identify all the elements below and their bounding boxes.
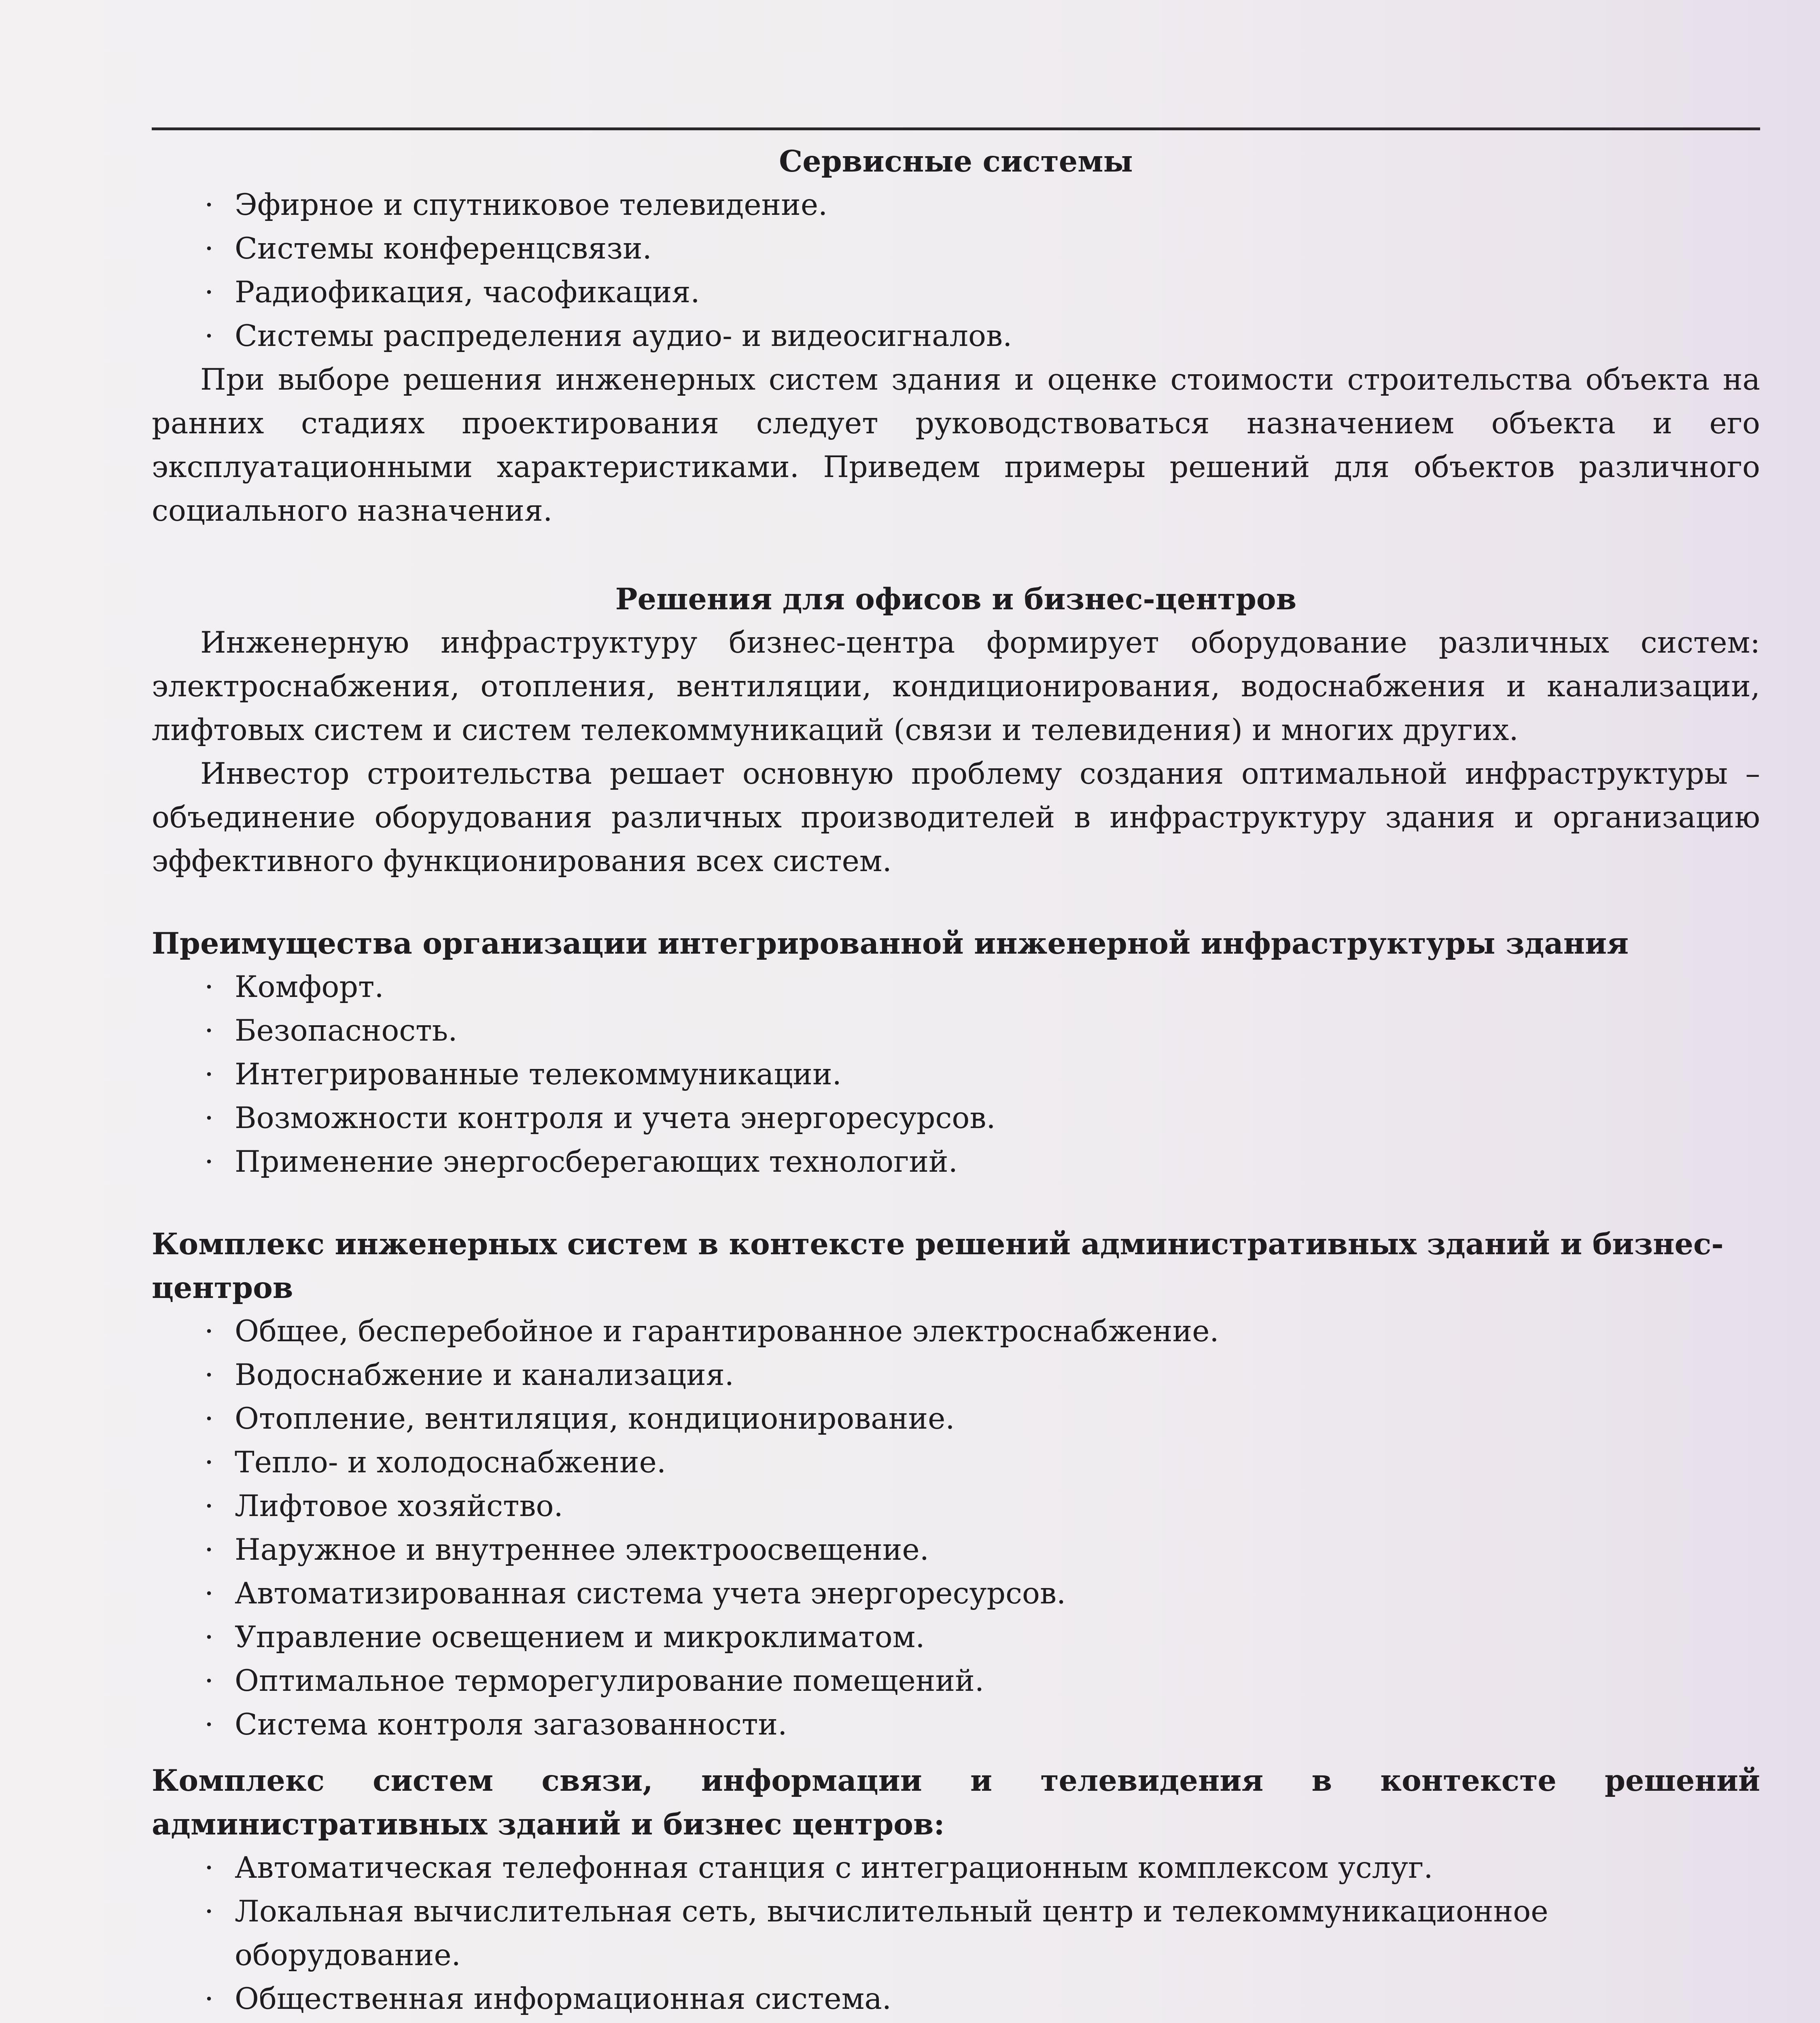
list-item: · Эфирное и спутниковое телевидение. bbox=[204, 188, 828, 222]
heading-communications: Комплекс систем связи, информации и телевидения в контексте решений административных зданий и бизнес центров: bbox=[152, 1763, 1760, 1842]
list-item: · Общее, бесперебойное и гарантированное электроснабжение. bbox=[204, 1314, 1219, 1349]
heading-offices: Решения для офисов и бизнес-центров bbox=[615, 582, 1297, 617]
list-engineering-systems bbox=[152, 1310, 1760, 1747]
list-item: · Отопление, вентиляция, кондиционирование. bbox=[204, 1402, 955, 1436]
list-item: · Локальная вычислительная сеть, вычислительный центр и телекоммуникационное оборудование. bbox=[204, 1894, 1548, 1972]
list-item: · Система контроля загазованности. bbox=[204, 1707, 787, 1742]
paragraph-selection: При выборе решения инженерных систем здания и оценке стоимости строительства объекта на ранних стадиях проектирования следует руководствоваться назначением объекта и его эксплуатационными характеристиками. Приведем примеры решений для объектов различного социального назначения. bbox=[152, 363, 1760, 528]
paragraph-offices-infrastructure: Инженерную инфраструктуру бизнес-центра формирует оборудование различных систем: электроснабжения, отопления, вентиляции, кондиционирования, водоснабжения и канализации, лифтовых систем и систем телекоммуникаций (связи и телевидения) и многих других. bbox=[152, 626, 1760, 747]
heading-engineering-systems: Комплекс инженерных систем в контексте решений административных зданий и бизнес-центров bbox=[152, 1227, 1724, 1305]
list-item: · Возможности контроля и учета энергоресурсов. bbox=[204, 1101, 996, 1135]
list-service-systems bbox=[152, 183, 1760, 358]
list-item: · Оптимальное терморегулирование помещений. bbox=[204, 1664, 984, 1698]
list-communications bbox=[152, 1846, 1760, 2023]
list-item: · Интегрированные телекоммуникации. bbox=[204, 1057, 842, 1092]
heading-advantages: Преимущества организации интегрированной инженерной инфраструктуры здания bbox=[152, 926, 1629, 961]
list-item: · Наружное и внутреннее электроосвещение. bbox=[204, 1533, 929, 1567]
list-item bbox=[152, 2021, 1760, 2023]
list-item: · Автоматическая телефонная станция с интеграционным комплексом услуг. bbox=[204, 1851, 1433, 1885]
list-item: · Водоснабжение и канализация. bbox=[204, 1358, 734, 1392]
list-item: · Лифтовое хозяйство. bbox=[204, 1489, 563, 1523]
list-item: · Тепло- и холодоснабжение. bbox=[204, 1445, 666, 1480]
list-item: · Системы конференцсвязи. bbox=[204, 231, 652, 266]
list-advantages bbox=[152, 965, 1760, 1184]
heading-service-systems: Сервисные системы bbox=[779, 144, 1133, 179]
list-item: · Автоматизированная система учета энергоресурсов. bbox=[204, 1576, 1066, 1611]
list-item: · Комфорт. bbox=[204, 970, 384, 1004]
list-item: · Системы распределения аудио- и видеосигналов. bbox=[204, 319, 1012, 353]
list-item: · Радиофикация, часофикация. bbox=[204, 275, 700, 310]
paragraph-offices-investor: Инвестор строительства решает основную проблему создания оптимальной инфраструктуры – объединение оборудования различных производителей в инфраструктуру здания и организацию эффективного функционирования всех систем. bbox=[152, 757, 1760, 878]
page-content bbox=[152, 140, 1760, 2023]
list-item: · Общественная информационная система. bbox=[204, 1982, 892, 2016]
list-item: · Управление освещением и микроклиматом. bbox=[204, 1620, 925, 1654]
list-item: · Безопасность. bbox=[204, 1014, 458, 1048]
top-rule bbox=[152, 127, 1760, 130]
list-item: · Применение энергосберегающих технологий. bbox=[204, 1145, 958, 1179]
